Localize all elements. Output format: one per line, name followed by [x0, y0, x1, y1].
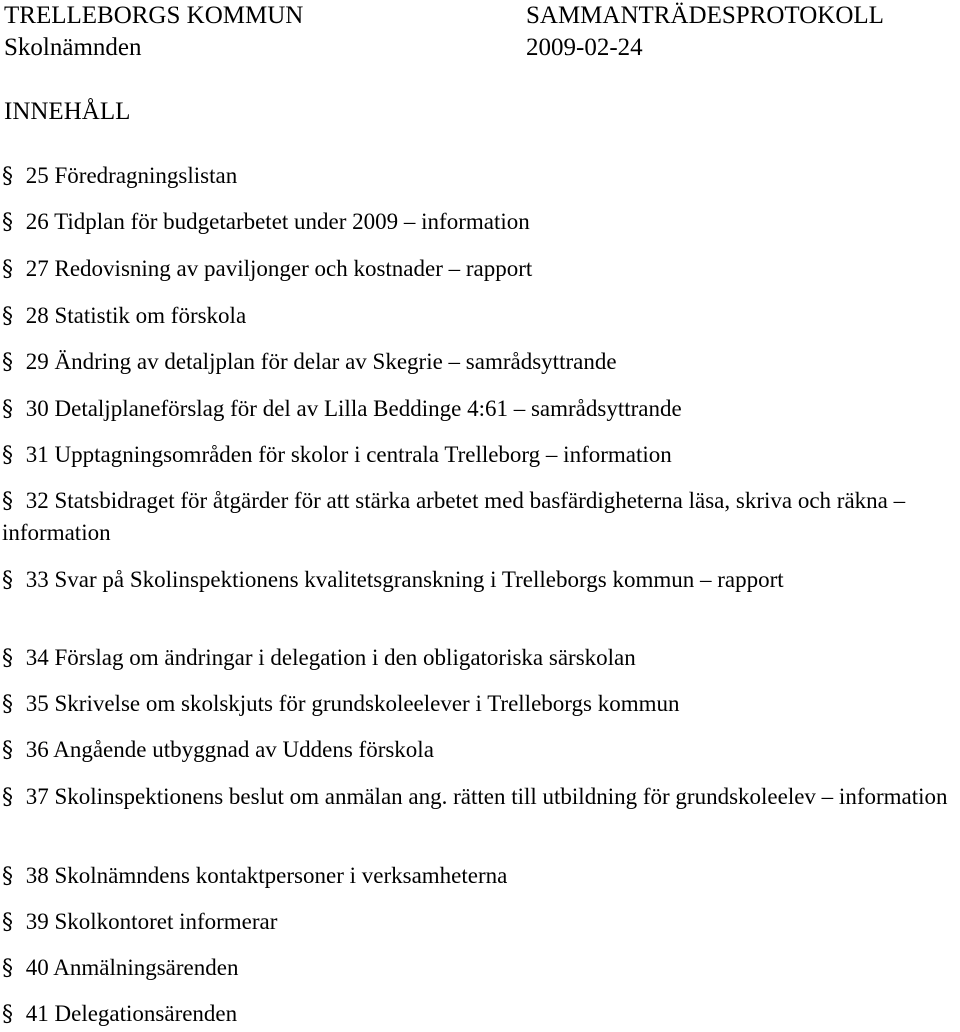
toc-item-text: 34 Förslag om ändringar i delegation i den obligatoriska särskolan — [20, 645, 636, 670]
toc-item — [2, 439, 960, 471]
section-symbol: § — [2, 646, 13, 671]
section-symbol: § — [2, 910, 13, 935]
toc-item-text: 32 Statsbidraget för åtgärder för att stärka arbetet med basfärdigheterna läsa, skriva och räkna – information — [2, 488, 906, 545]
toc-item — [2, 160, 960, 192]
toc-heading: INNEHÅLL — [4, 98, 131, 125]
toc-item — [2, 642, 960, 674]
header-row-2 — [4, 32, 954, 64]
toc-item — [2, 564, 960, 596]
section-symbol: § — [2, 1002, 13, 1027]
section-symbol: § — [2, 956, 13, 981]
section-symbol: § — [2, 785, 13, 810]
section-symbol: § — [2, 257, 13, 282]
header-row-1 — [4, 0, 954, 32]
organization-name: TRELLEBORGS KOMMUN — [4, 2, 304, 29]
toc-item — [2, 906, 960, 938]
toc-item — [2, 998, 960, 1030]
toc-item-text: 27 Redovisning av paviljonger och kostnader – rapport — [20, 256, 533, 281]
toc-item — [2, 734, 960, 766]
section-symbol: § — [2, 443, 13, 468]
toc-item — [2, 688, 960, 720]
toc-item — [2, 485, 960, 548]
toc-item — [2, 393, 960, 425]
toc-item-text: 31 Upptagningsområden för skolor i centrala Trelleborg – information — [20, 442, 672, 467]
section-symbol: § — [2, 350, 13, 375]
toc-item-text: 40 Anmälningsärenden — [20, 955, 239, 980]
toc-item — [2, 860, 960, 892]
toc-item-text: 39 Skolkontoret informerar — [20, 909, 278, 934]
toc-item-text: 36 Angående utbyggnad av Uddens förskola — [20, 737, 434, 762]
toc-item-text: 25 Föredragningslistan — [20, 163, 238, 188]
toc-item — [2, 346, 960, 378]
toc-item-text: 28 Statistik om förskola — [20, 303, 247, 328]
toc-item-text: 29 Ändring av detaljplan för delar av Skegrie – samrådsyttrande — [20, 349, 617, 374]
toc-item — [2, 206, 960, 238]
toc-item-text: 33 Svar på Skolinspektionens kvalitetsgranskning i Trelleborgs kommun – rapport — [20, 567, 784, 592]
document-type: SAMMANTRÄDESPROTOKOLL — [526, 2, 884, 29]
section-symbol: § — [2, 738, 13, 763]
section-symbol: § — [2, 489, 13, 514]
toc-item-text: 26 Tidplan för budgetarbetet under 2009 – information — [20, 209, 530, 234]
meeting-date: 2009-02-24 — [526, 34, 643, 61]
toc-item — [2, 253, 960, 285]
toc-item — [2, 300, 960, 332]
toc-item-text: 38 Skolnämndens kontaktpersoner i verksamheterna — [20, 863, 508, 888]
section-symbol: § — [2, 304, 13, 329]
toc-item-text: 37 Skolinspektionens beslut om anmälan ang. rätten till utbildning för grundskoleelev – information — [20, 784, 948, 809]
toc-item — [2, 952, 960, 984]
document-header — [4, 0, 954, 64]
section-symbol: § — [2, 210, 13, 235]
toc-item-text: 30 Detaljplaneförslag för del av Lilla Beddinge 4:61 – samrådsyttrande — [20, 396, 682, 421]
committee-name: Skolnämnden — [4, 34, 142, 61]
toc-item-text: 41 Delegationsärenden — [20, 1001, 238, 1026]
section-symbol: § — [2, 397, 13, 422]
toc-item — [2, 781, 960, 813]
toc-item-text: 35 Skrivelse om skolskjuts för grundskoleelever i Trelleborgs kommun — [20, 691, 680, 716]
section-symbol: § — [2, 164, 13, 189]
section-symbol: § — [2, 864, 13, 889]
section-symbol: § — [2, 568, 13, 593]
section-symbol: § — [2, 692, 13, 717]
